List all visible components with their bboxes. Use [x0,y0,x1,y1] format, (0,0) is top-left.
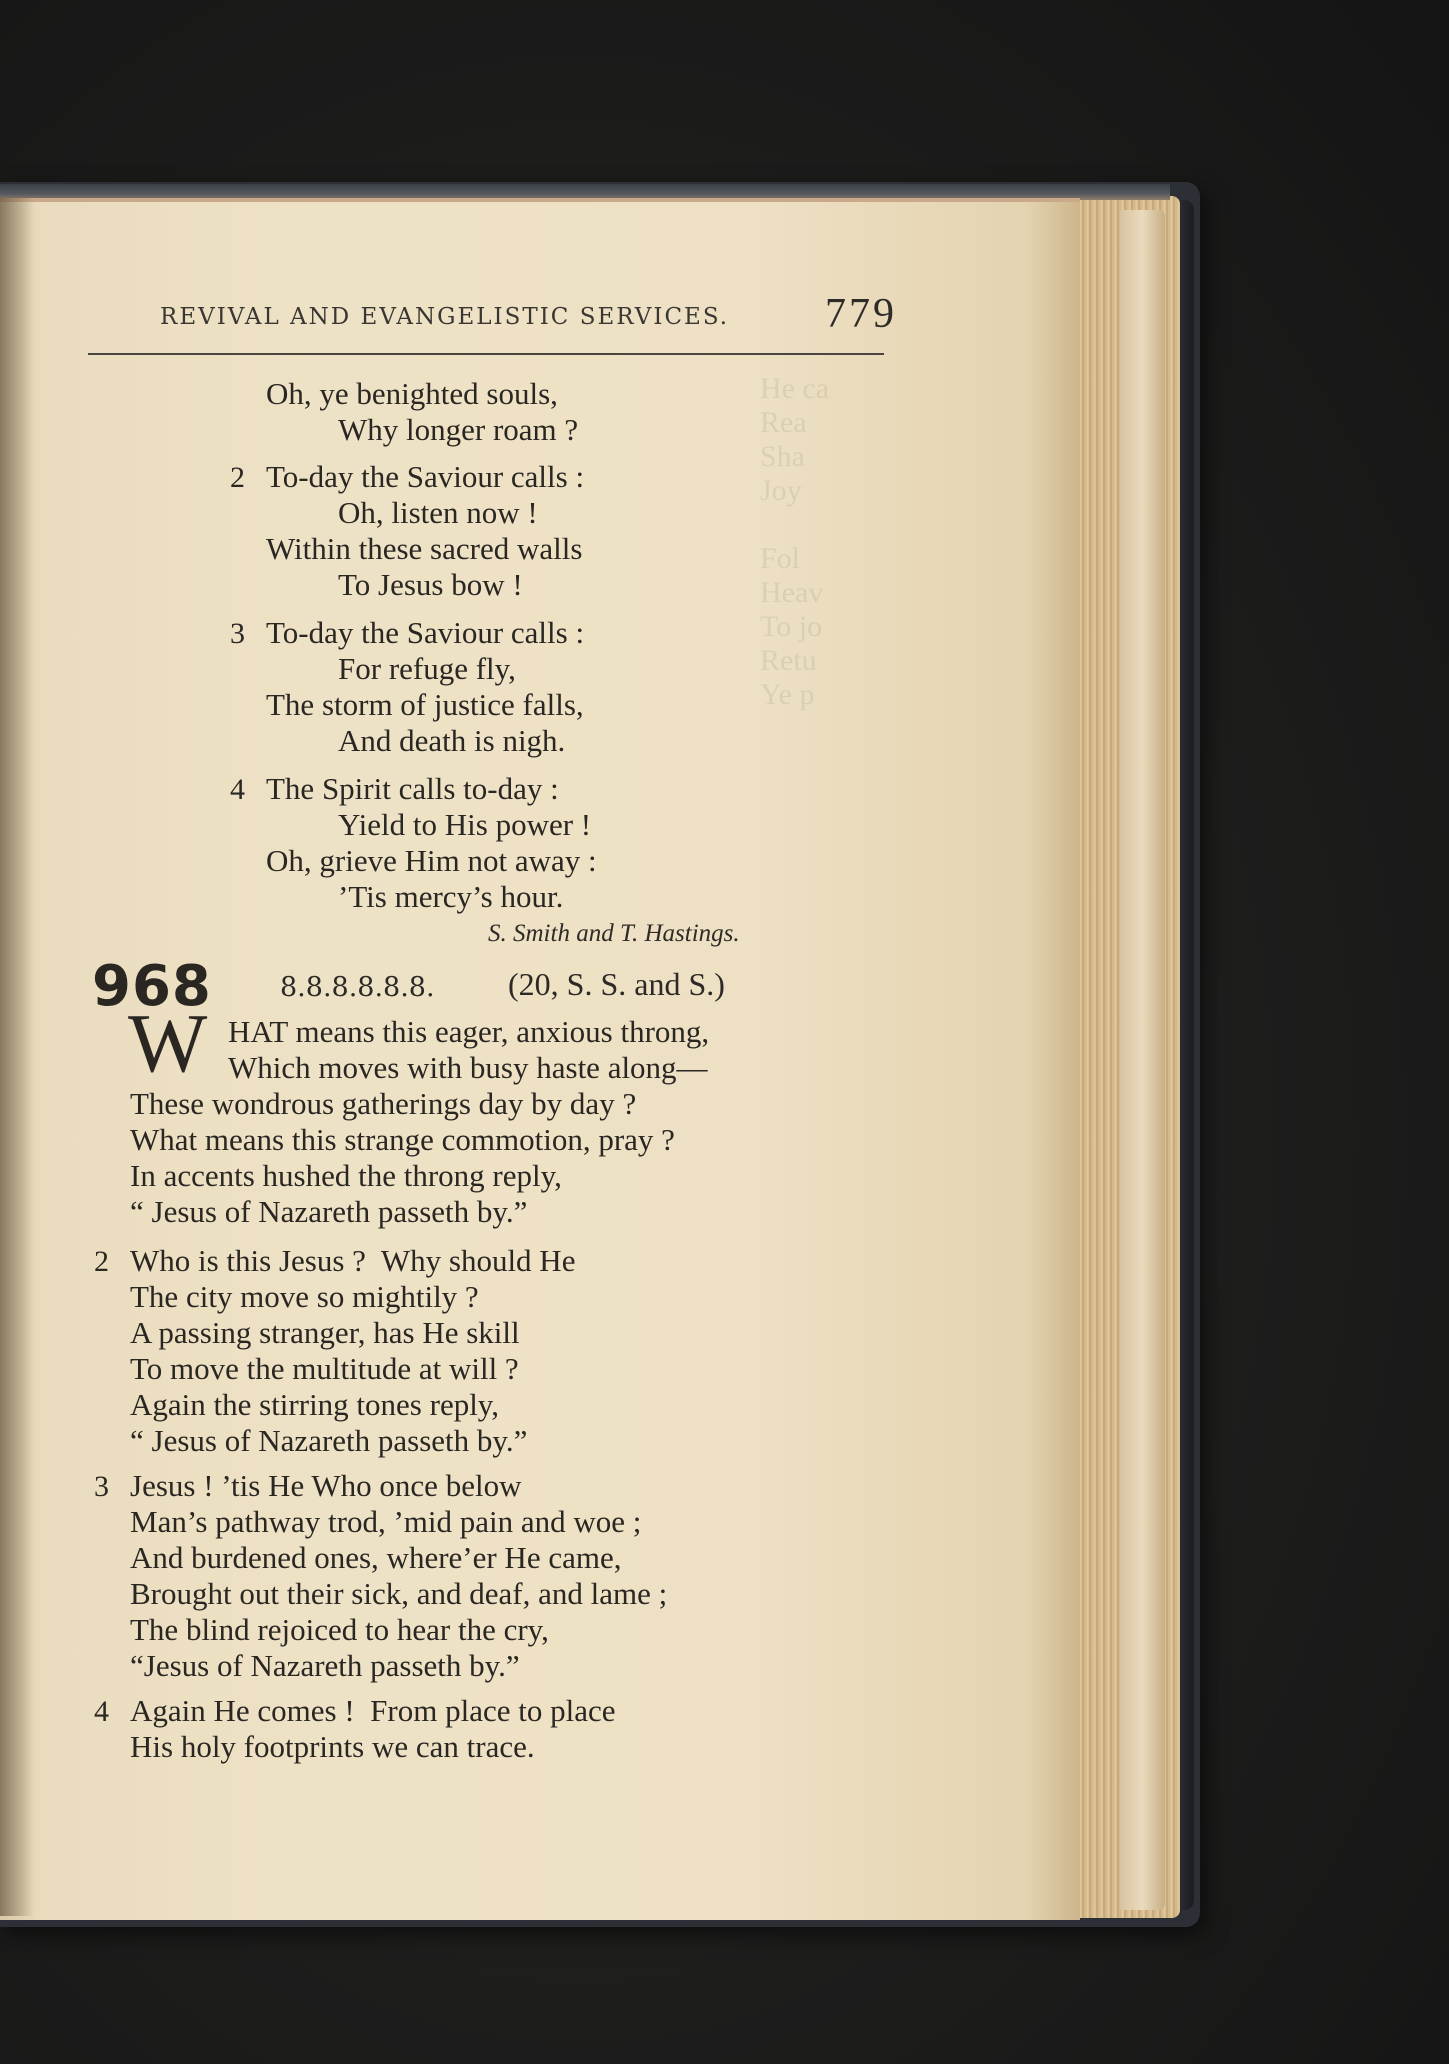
verse-line: “Jesus of Nazareth passeth by.” [130,1648,520,1683]
verse-line: In accents hushed the throng reply, [130,1158,562,1193]
verse-number: 4 [94,1695,109,1728]
verse-line: HAT means this eager, anxious throng, [228,1014,710,1049]
verse-line: The blind rejoiced to hear the cry, [130,1612,549,1647]
page-edges-inner [1120,210,1165,1910]
verse-line: These wondrous gatherings day by day ? [130,1086,637,1121]
verse-line: And death is nigh. [338,723,566,758]
verse-line: To move the multitude at will ? [130,1351,519,1386]
show-through: He ca Rea Sha Joy Fol Heav To jo Retu Ye p [760,372,830,711]
verse-line: Which moves with busy haste along— [228,1050,708,1085]
page-number: 779 [825,291,897,337]
verse-line: Oh, ye benighted souls, [266,376,558,411]
verse-number: 3 [94,1470,109,1503]
verse-line: A passing stranger, has He skill [130,1315,520,1350]
verse-line: “ Jesus of Nazareth passeth by.” [130,1194,528,1229]
verse-number: 3 [230,617,245,650]
verse-line: Oh, grieve Him not away : [266,843,597,878]
verse-line: Brought out their sick, and deaf, and lame ; [130,1576,668,1611]
running-header: REVIVAL AND EVANGELISTIC SERVICES. [160,304,730,330]
verse-line: And burdened ones, where’er He came, [130,1540,622,1575]
verse-line: The Spirit calls to-day : [266,771,559,806]
verse-line: To-day the Saviour calls : [266,459,585,494]
verse-line: To Jesus bow ! [338,567,523,602]
verse-line: What means this strange commotion, pray ? [130,1122,675,1157]
author-credit: S. Smith and T. Hastings. [488,920,740,947]
page-gutter-shadow [0,198,34,1916]
verse-line: For refuge fly, [338,651,516,686]
verse-line: Yield to His power ! [338,807,592,842]
verse-line: Jesus ! ’tis He Who once below [130,1468,522,1503]
verse-line: Within these sacred walls [266,531,583,566]
verse-number: 2 [230,461,245,494]
verse-number: 2 [94,1245,109,1278]
verse-line: ’Tis mercy’s hour. [338,879,564,914]
hymn-number: 968 [92,954,212,1019]
verse-line: Again the stirring tones reply, [130,1387,500,1422]
verse-line: Again He comes ! From place to place [130,1693,616,1728]
verse-line: Why longer roam ? [338,412,579,447]
verse-number: 4 [230,773,245,806]
verse-line: The storm of justice falls, [266,687,584,722]
verse-line: To-day the Saviour calls : [266,615,585,650]
hymn-meter: 8.8.8.8.8.8. [280,972,435,1003]
tune-reference: (20, S. S. and S.) [508,966,725,1002]
drop-cap: W [128,997,208,1090]
verse-line: Man’s pathway trod, ’mid pain and woe ; [130,1504,642,1539]
verse-line: “ Jesus of Nazareth passeth by.” [130,1423,528,1458]
header-rule [88,353,884,355]
verse-line: The city move so mightily ? [130,1279,479,1314]
verse-line: Oh, listen now ! [338,495,538,530]
verse-line: Who is this Jesus ? Why should He [130,1243,576,1278]
verse-line: His holy footprints we can trace. [130,1729,535,1764]
